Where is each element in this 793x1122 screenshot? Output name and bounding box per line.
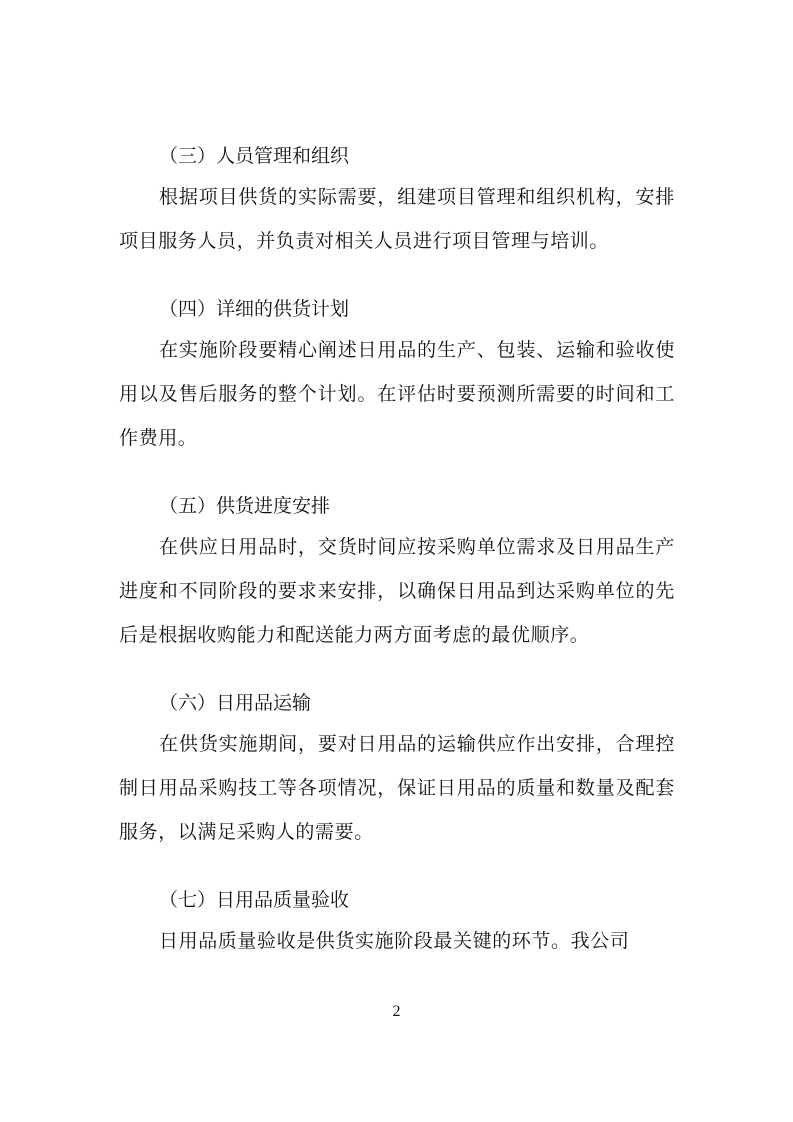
section-paragraph: 在实施阶段要精心阐述日用品的生产、包装、运输和验收使用以及售后服务的整个计划。在评估时要预测所需要的时间和工作费用。 (119, 339, 675, 449)
document-body (119, 138, 675, 991)
section-heading: （四）详细的供货计划 (159, 298, 350, 320)
section-quality-acceptance (119, 882, 675, 963)
section-heading: （三）人员管理和组织 (159, 145, 350, 167)
section-personnel-management (119, 138, 675, 263)
section-supply-schedule (119, 488, 675, 657)
page-number: 2 (392, 1003, 401, 1020)
section-paragraph: 根据项目供货的实际需要，组建项目管理和组织机构，安排项目服务人员，并负责对相关人员进行项目管理与培训。 (119, 186, 675, 252)
section-heading: （七）日用品质量验收 (159, 889, 350, 911)
section-heading: （五）供货进度安排 (159, 495, 331, 517)
section-paragraph: 日用品质量验收是供货实施阶段最关键的环节。我公司 (159, 930, 630, 952)
section-transportation (119, 685, 675, 854)
section-paragraph: 在供货实施期间，要对日用品的运输供应作出安排，合理控制日用品采购技工等各项情况，保证日用品的质量和数量及配套服务，以满足采购人的需要。 (119, 733, 675, 843)
section-heading: （六）日用品运输 (159, 692, 312, 714)
section-supply-plan (119, 291, 675, 460)
section-paragraph: 在供应日用品时，交货时间应按采购单位需求及日用品生产进度和不同阶段的要求来安排，以确保日用品到达采购单位的先后是根据收购能力和配送能力两方面考虑的最优顺序。 (119, 536, 675, 646)
